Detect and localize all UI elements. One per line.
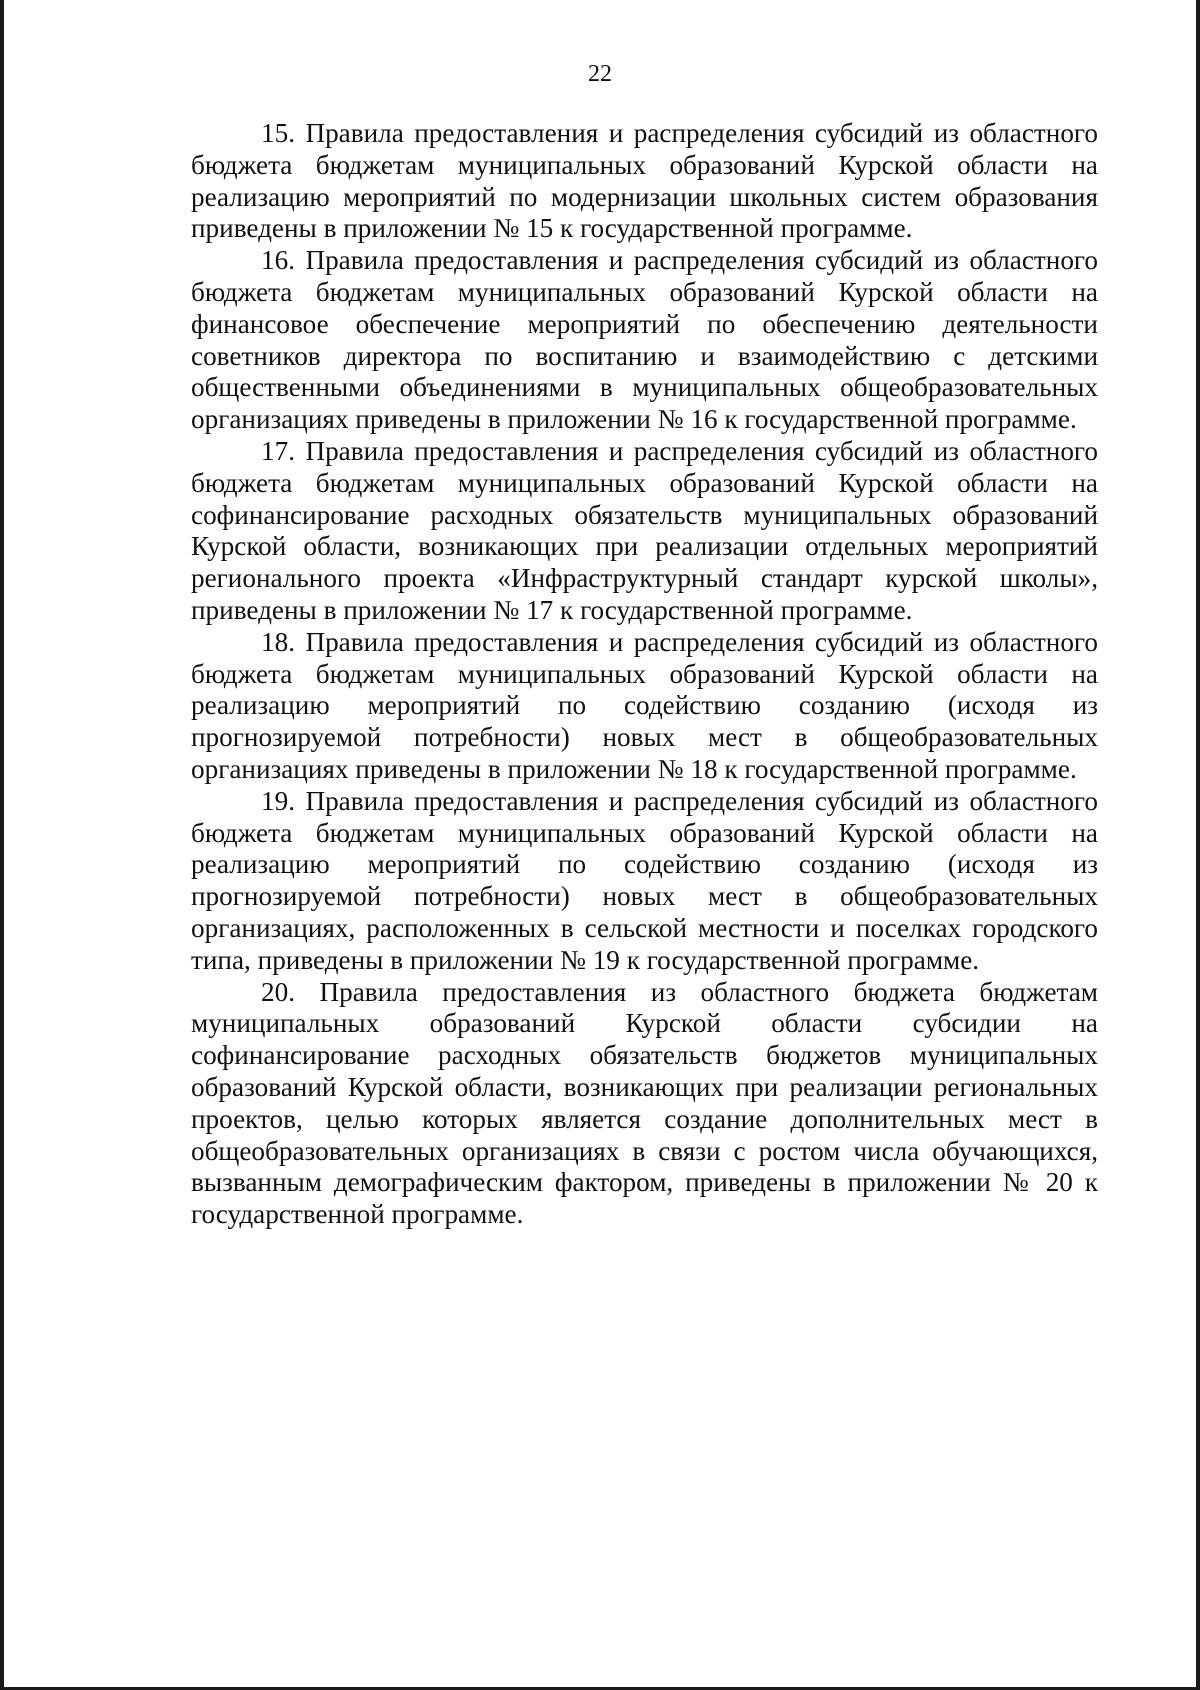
paragraph-18: 18. Правила предоставления и распределения субсидий из областного бюджета бюджетам муниципальных образований Курской области на реализацию мероприятий по содействию созданию (исходя из прогнозируемой потребности) новых мест в общеобразовательных организациях приведены в приложении № 18 к государственной программе. xyxy=(191,626,1098,784)
paragraph-19: 19. Правила предоставления и распределения субсидий из областного бюджета бюджетам муниципальных образований Курской области на реализацию мероприятий по содействию созданию (исходя из прогнозируемой потребности) новых мест в общеобразовательных организациях, расположенных в сельской местности и поселках городского типа, приведены в приложении № 19 к государственной программе. xyxy=(191,785,1098,975)
paragraph-16: 16. Правила предоставления и распределения субсидий из областного бюджета бюджетам муниципальных образований Курской области на финансовое обеспечение мероприятий по обеспечению деятельности советников директора по воспитанию и взаимодействию с детскими общественными объединениями в муниципальных общеобразовательных организациях приведены в приложении № 16 к государственной программе. xyxy=(191,245,1098,435)
document-body xyxy=(191,118,1098,1231)
scan-edge-right xyxy=(1196,0,1200,1690)
paragraph-15: 15. Правила предоставления и распределения субсидий из областного бюджета бюджетам муниципальных образований Курской области на реализацию мероприятий по модернизации школьных систем образования приведены в приложении № 15 к государственной программе. xyxy=(191,118,1098,244)
paragraph-17: 17. Правила предоставления и распределения субсидий из областного бюджета бюджетам муниципальных образований Курской области на софинансирование расходных обязательств муниципальных образований Курской области, возникающих при реализации отдельных мероприятий регионального проекта «Инфраструктурный стандарт курской школы», приведены в приложении № 17 к государственной программе. xyxy=(191,435,1098,625)
page-number: 22 xyxy=(588,61,612,87)
paragraph-20: 20. Правила предоставления из областного бюджета бюджетам муниципальных образований Курской области субсидии на софинансирование расходных обязательств бюджетов муниципальных образований Курской области, возникающих при реализации региональных проектов, целью которых является создание дополнительных мест в общеобразовательных организациях в связи с ростом числа обучающихся, вызванным демографическим фактором, приведены в приложении № 20 к государственной программе. xyxy=(191,976,1098,1230)
scan-edge-left xyxy=(0,0,4,1690)
